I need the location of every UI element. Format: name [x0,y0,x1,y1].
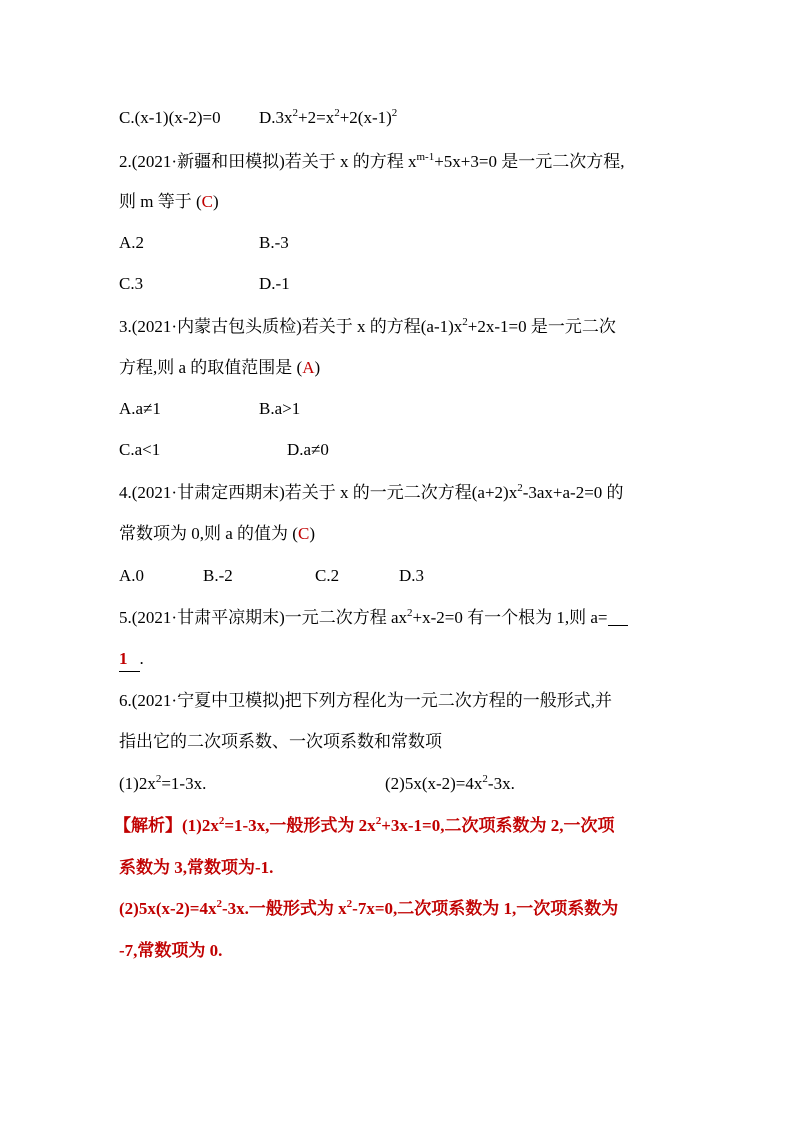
q2-stem-line1 [119,150,624,174]
q2-option-d: D.-1 [259,274,290,293]
superscript: 2 [334,107,340,119]
superscript: 2 [346,898,353,910]
q4-stem-line2 [119,522,315,546]
q3-options-ab [119,397,300,421]
q3-stem-text: ) [314,358,321,377]
superscript: 2 [292,107,299,119]
q3-option-a: A.a≠1 [119,399,161,418]
solution-line3 [119,897,618,921]
q3-answer: A [302,358,315,377]
q3-option-b: B.a>1 [259,399,301,418]
q6-stem-text: 指出它的二次项系数、一次项系数和常数项 [119,732,442,751]
q1-option-d-text: +2(x-1) [339,108,392,127]
superscript: 2 [218,815,225,827]
q5-answer: 1 [119,647,140,672]
q1-option-d [259,108,397,127]
q2-stem-text: +5x+3=0 是一元二次方程, [434,152,625,171]
superscript: 2 [216,898,222,910]
q1-options-cd [119,106,397,130]
superscript: 2 [155,773,162,785]
superscript: m-1 [416,151,435,163]
solution-line2 [119,856,273,880]
q3-option-c: C.a<1 [119,440,161,459]
superscript: 2 [462,316,468,328]
q2-option-b: B.-3 [259,233,289,252]
q6-stem-line2 [119,730,442,754]
solution-line4 [119,939,222,963]
q5-stem-line1 [119,606,628,630]
superscript: 2 [482,773,488,785]
solution-line1 [114,814,614,838]
q2-option-a: A.2 [119,233,145,252]
q2-answer: C [201,192,213,211]
q6-sub2 [385,774,515,793]
q2-stem-line2 [119,190,219,214]
q1-option-c: C.(x-1)(x-2)=0 [119,108,221,127]
q6-sub1-text: (1)2x [119,774,156,793]
q2-stem-text: 2.(2021·新疆和田模拟)若关于 x 的方程 x [119,152,417,171]
q3-stem-text: 方程,则 a 的取值范围是 ( [119,358,303,377]
q5-stem-text: 5.(2021·甘肃平凉期末)一元二次方程 ax [119,608,408,627]
q3-stem-text: 3.(2021·内蒙古包头质检)若关于 x 的方程(a-1)x [119,317,463,336]
solution-label: 【解析】 [114,816,182,835]
q4-stem-text: ) [309,524,315,543]
q4-stem-text: 4.(2021·甘肃定西期末)若关于 x 的一元二次方程(a+2)x [119,483,518,502]
superscript: 2 [517,482,523,494]
q3-options-cd [119,438,329,462]
q4-stem-text: 常数项为 0,则 a 的值为 ( [119,524,298,543]
q6-stem-line1 [119,689,612,713]
q6-sub1-text: =1-3x. [161,774,207,793]
q2-stem-text: ) [212,192,219,211]
q2-option-c: C.3 [119,274,144,293]
solution-text: -3x.一般形式为 x [222,899,347,918]
answer-blank [608,607,628,626]
q6-sub1 [119,772,385,796]
q3-stem-line2 [119,356,320,380]
solution-text: 系数为 3,常数项为-1. [119,858,274,877]
superscript: 2 [391,107,398,119]
q6-subquestions [119,772,515,796]
q6-sub2-text: (2)5x(x-2)=4x [385,774,483,793]
q5-stem-text: . [139,649,144,668]
solution-text: +3x-1=0,二次项系数为 2,一次项 [381,816,615,835]
solution-text: -7x=0,二次项系数为 1,一次项系数为 [352,899,619,918]
solution-text: =1-3x,一般形式为 2x [224,816,376,835]
superscript: 2 [375,815,382,827]
q3-stem-text: +2x-1=0 是一元二次 [467,317,616,336]
q5-stem-text: +x-2=0 有一个根为 1,则 a= [412,608,608,627]
q4-option-a: A.0 [119,566,145,585]
q3-option-d: D.a≠0 [287,440,329,459]
q4-option-d: D.3 [399,566,425,585]
superscript: 2 [407,607,413,619]
solution-text: (2)5x(x-2)=4x [119,899,217,918]
q6-sub2-text: -3x. [487,774,515,793]
solution-text: (1)2x [182,816,219,835]
q4-option-c: C.2 [315,566,340,585]
q2-stem-text: 则 m 等于 ( [119,192,202,211]
q1-option-d-text: +2=x [298,108,335,127]
solution-text: -7,常数项为 0. [119,941,223,960]
q2-options-cd [119,272,290,296]
q6-stem-text: 6.(2021·宁夏中卫模拟)把下列方程化为一元二次方程的一般形式,并 [119,691,612,710]
q1-option-d-text: D.3x [259,108,293,127]
q4-option-b: B.-2 [203,566,233,585]
q4-options [119,564,424,588]
q3-stem-line1 [119,315,616,339]
q4-answer: C [297,524,310,543]
q2-options-ab [119,231,289,255]
q5-stem-line2 [119,647,144,672]
q4-stem-text: -3ax+a-2=0 的 [522,483,624,502]
q4-stem-line1 [119,481,624,505]
